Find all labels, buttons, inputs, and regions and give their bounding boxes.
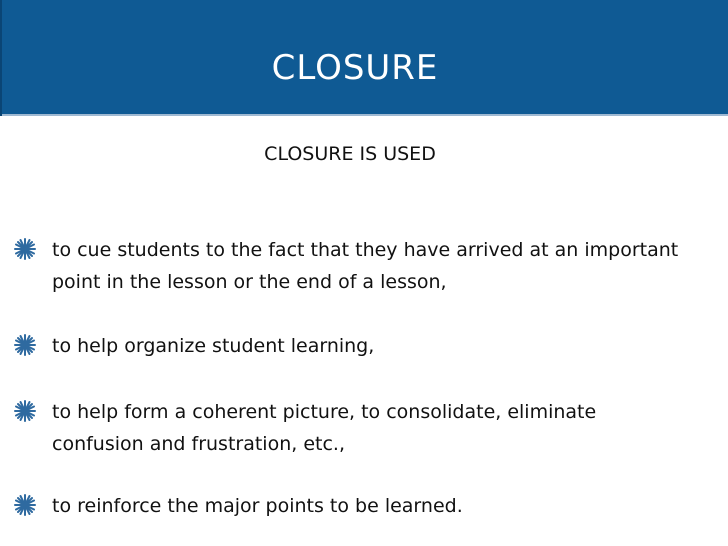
starburst-icon bbox=[14, 334, 36, 356]
title-bar bbox=[0, 0, 728, 116]
starburst-icon bbox=[14, 238, 36, 260]
starburst-icon bbox=[14, 400, 36, 422]
bullet-text: to help form a coherent picture, to consolidate, eliminate confusion and frustration, etc., bbox=[52, 401, 597, 455]
slide-title: CLOSURE bbox=[271, 48, 439, 88]
starburst-icon bbox=[14, 494, 36, 516]
bullet-text: to cue students to the fact that they have arrived at an important point in the lesson or the end of a lesson, bbox=[52, 239, 679, 293]
slide-subtitle: CLOSURE IS USED bbox=[264, 143, 436, 165]
bullet-text: to help organize student learning, bbox=[52, 335, 375, 357]
bullet-text: to reinforce the major points to be learned. bbox=[52, 495, 463, 517]
